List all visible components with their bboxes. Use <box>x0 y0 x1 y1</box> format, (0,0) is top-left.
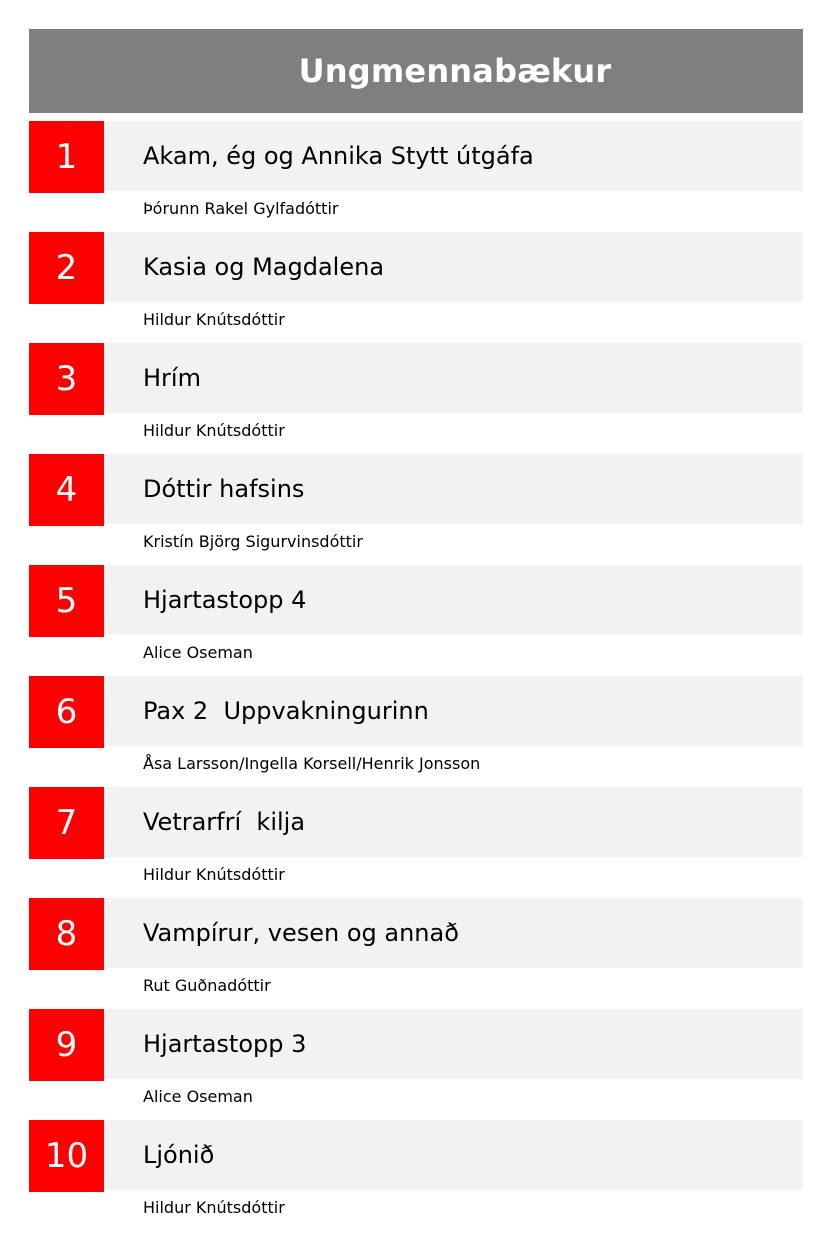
list-item <box>29 454 803 565</box>
book-author: Þórunn Rakel Gylfadóttir <box>143 199 339 218</box>
bestseller-list <box>29 121 803 1231</box>
rank-badge: 10 <box>29 1120 104 1192</box>
book-author: Rut Guðnadóttir <box>143 976 271 995</box>
book-author: Åsa Larsson/Ingella Korsell/Henrik Jonsson <box>143 754 481 773</box>
list-item <box>29 1009 803 1120</box>
book-title: Hrím <box>143 364 201 392</box>
book-author: Hildur Knútsdóttir <box>143 1198 285 1217</box>
rank-badge: 2 <box>29 232 104 304</box>
book-title: Kasia og Magdalena <box>143 253 385 281</box>
book-title: Akam, ég og Annika Stytt útgáfa <box>143 142 534 170</box>
list-item <box>29 232 803 343</box>
book-title: Ljónið <box>143 1141 215 1169</box>
book-author: Alice Oseman <box>143 1087 253 1106</box>
list-item <box>29 343 803 454</box>
list-item <box>29 898 803 1009</box>
rank-badge: 9 <box>29 1009 104 1081</box>
list-item <box>29 787 803 898</box>
book-author: Hildur Knútsdóttir <box>143 865 285 884</box>
book-author: Hildur Knútsdóttir <box>143 310 285 329</box>
rank-badge: 3 <box>29 343 104 415</box>
book-title: Vampírur, vesen og annað <box>143 919 459 947</box>
book-title: Vetrarfrí kilja <box>143 808 306 836</box>
book-title: Pax 2 Uppvakningurinn <box>143 697 429 725</box>
rank-badge: 6 <box>29 676 104 748</box>
list-header <box>29 29 803 113</box>
book-title: Hjartastopp 3 <box>143 1030 307 1058</box>
list-item <box>29 121 803 232</box>
book-author: Alice Oseman <box>143 643 253 662</box>
rank-badge: 5 <box>29 565 104 637</box>
list-item <box>29 1120 803 1231</box>
book-title: Dóttir hafsins <box>143 475 305 503</box>
page-title: Ungmennabækur <box>298 52 612 90</box>
book-author: Kristín Björg Sigurvinsdóttir <box>143 532 363 551</box>
rank-badge: 4 <box>29 454 104 526</box>
book-title: Hjartastopp 4 <box>143 586 307 614</box>
list-item <box>29 676 803 787</box>
rank-badge: 1 <box>29 121 104 193</box>
list-item <box>29 565 803 676</box>
book-author: Hildur Knútsdóttir <box>143 421 285 440</box>
rank-badge: 7 <box>29 787 104 859</box>
rank-badge: 8 <box>29 898 104 970</box>
